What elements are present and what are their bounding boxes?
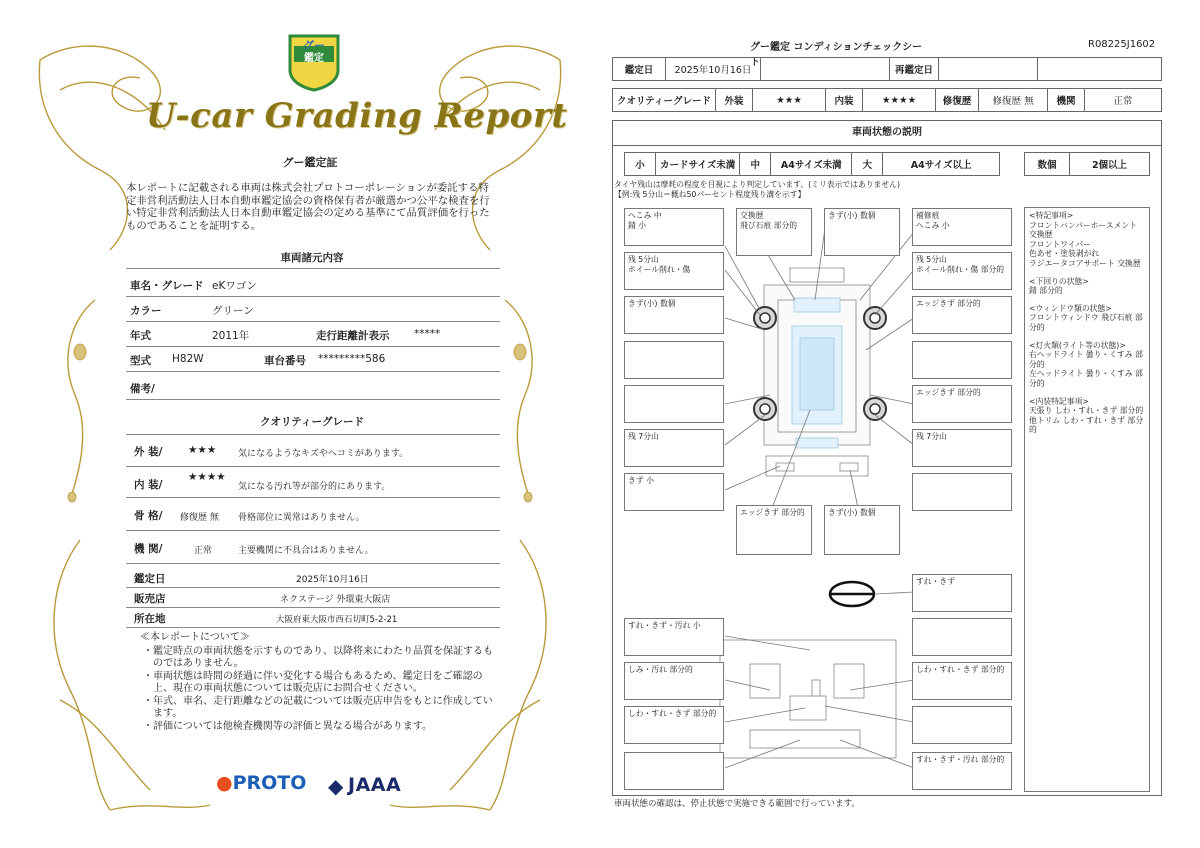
location-row: [126, 608, 500, 628]
redate-label: 再鑑定日: [890, 58, 939, 81]
condition-group: [1029, 397, 1145, 435]
mileage-value: *****: [414, 328, 441, 340]
spec-row-year: [126, 322, 500, 347]
damage-box: きず(小) 数個: [824, 208, 900, 256]
engine-value: 正常: [1085, 89, 1162, 112]
appraisal-date-row: [126, 567, 500, 588]
certificate-text: 本レポートに記載される車両は株式会社プロトコーポレーションが委託する特定非営利活動法人日本自動車鑑定協会の資格保有者が厳選かつ公平な検査を行い特定非営利活動法人日本自動車鑑定協会の定める基準にて品質評価を行ったものであることを証明する。: [126, 182, 490, 232]
shop-label: 販売店: [134, 593, 166, 605]
damage-box: [912, 706, 1012, 744]
damage-box: [624, 752, 724, 790]
note-item: ・評価については他検査機関等の評価と異なる場合があります。: [143, 720, 432, 732]
condition-line: ラジエータコアサポート 交換歴: [1029, 258, 1141, 268]
damage-box: すれ・きず: [912, 574, 1012, 612]
sheet-code: R08225J1602: [1088, 39, 1156, 50]
damage-box: [624, 341, 724, 379]
damage-box: 残 5分山 ホイール削れ・傷: [624, 252, 724, 290]
condition-group-title: <下回りの状態>: [1029, 276, 1089, 286]
quality-row-frame: [126, 502, 500, 531]
logos: [216, 770, 416, 800]
condition-line: フロントバンパーホースメント: [1029, 220, 1138, 230]
condition-line: 他トリム しわ・すれ・きず 部分的: [1029, 415, 1144, 435]
spec-row-color: [126, 297, 500, 322]
legend-medium: 中: [740, 153, 771, 176]
condition-line: フロントウィンドウ 飛び石痕 部分的: [1029, 313, 1143, 332]
grade-label: クオリティーグレード: [613, 89, 716, 112]
specs-title: 車両諸元内容: [280, 252, 344, 264]
condition-group-title: <ウィンドウ類の状態>: [1029, 303, 1112, 313]
tire-note-line: タイヤ残山は摩耗の程度を目視により判定しています。(ミリ表示ではありません): [614, 180, 900, 189]
condition-group-title: <内装特記事項>: [1029, 396, 1089, 406]
damage-box: 残 7分山: [912, 429, 1012, 467]
chassis-label: 車台番号: [264, 355, 306, 367]
damage-box: きず(小) 数個: [824, 505, 900, 555]
repair-label: 修復歴: [936, 89, 979, 112]
damage-box: [624, 385, 724, 423]
panel-title: 車両状態の説明: [613, 121, 1161, 146]
legend-small-desc: カードサイズ未満: [656, 153, 740, 176]
badge-bottom-text: 鑑定: [304, 53, 324, 64]
condition-line: 錆 部分的: [1029, 286, 1063, 296]
legend-large-desc: A4サイズ以上: [883, 153, 1000, 176]
name-label: 車名・グレード: [130, 280, 204, 292]
condition-line: 交換歴: [1029, 230, 1053, 240]
quality-row-exterior: [126, 438, 500, 467]
damage-box: すれ・きず・汚れ 小: [624, 618, 724, 656]
exterior-comment: 気になるようなキズやヘコミがあります。: [238, 449, 409, 459]
report-title: U-car Grading Report: [146, 96, 568, 136]
damage-box: [912, 341, 1012, 379]
damage-box: エッジきず 部分的: [912, 385, 1012, 423]
condition-group: [1029, 211, 1145, 269]
date-label: 鑑定日: [134, 573, 166, 585]
notes-title: ≪本レポートについて≫: [140, 632, 250, 643]
badge-top-text: グー: [303, 39, 325, 52]
tire-note-line: 【例:残 5分山＝概ね50パーセント程度残り溝を示す】: [614, 190, 806, 199]
spec-row-model: [126, 347, 500, 372]
quality-title: クオリティーグレード: [260, 416, 364, 428]
engine-label: 機関: [1048, 89, 1085, 112]
legend-small: 小: [625, 153, 656, 176]
condition-check-sheet: [600, 0, 1200, 848]
location-value: 大阪府東大阪市西石切町5-2-21: [276, 615, 398, 625]
damage-box: へこみ 中 錆 小: [624, 208, 724, 246]
quality-row-interior: [126, 469, 500, 498]
exterior-stars: ★★★: [188, 444, 217, 456]
condition-line: 天張り しわ・すれ・きず 部分的: [1029, 406, 1144, 416]
location-label: 所在地: [134, 613, 166, 625]
color-label: カラー: [130, 305, 162, 317]
condition-notes: [1024, 207, 1150, 792]
exterior-label: 外 装/: [134, 446, 163, 458]
certificate-title: グー鑑定証: [282, 156, 338, 169]
condition-line: 右ヘッドライト 曇り・くすみ 部分的: [1029, 350, 1143, 369]
chassis-value: *********586: [318, 353, 386, 365]
condition-group-title: <特記事項>: [1029, 211, 1074, 220]
quality-row-engine: [126, 535, 500, 564]
jaaa-emblem-icon: ◆: [328, 774, 344, 798]
sheet-title: グー鑑定 コンディションチェックシート: [750, 42, 923, 68]
condition-line: 色あせ・塗装剥がれ: [1029, 249, 1100, 259]
interior-label: 内装: [826, 89, 863, 112]
condition-group: [1029, 341, 1145, 389]
damage-box: 残 7分山: [624, 429, 724, 467]
condition-line: 左ヘッドライト 曇り・くすみ 部分的: [1029, 369, 1143, 388]
divider: [126, 268, 500, 269]
damage-box: しわ・すれ・きず 部分的: [912, 662, 1012, 700]
interior-stars: ★★★★: [188, 471, 226, 483]
damage-box: しわ・すれ・きず 部分的: [624, 706, 724, 744]
date-value: 2025年10月16日: [296, 575, 369, 585]
name-value: eKワゴン: [212, 280, 257, 292]
date-value: 2025年10月16日: [666, 58, 761, 81]
spec-row-remarks: [126, 375, 500, 400]
frame-comment: 骨格部位に異常はありません。: [238, 513, 365, 523]
condition-group: [1029, 277, 1145, 296]
damage-box: 残 5分山 ホイール削れ・傷 部分的: [912, 252, 1012, 290]
year-label: 年式: [130, 330, 151, 342]
interior-value: ★★★★: [863, 89, 936, 112]
condition-line: フロントワイパー: [1029, 239, 1091, 249]
model-value: H82W: [172, 353, 204, 365]
damage-box: エッジきず 部分的: [912, 296, 1012, 334]
engine-label: 機 関/: [134, 543, 163, 555]
spec-row-name: [126, 272, 500, 297]
note-item: ・車両状態は時間の経過に伴い変化する場合もあるため、鑑定日をご確認の上、現在の車両状態については販売店にお問合せください。: [143, 670, 483, 694]
legend-multi: 数個: [1025, 153, 1070, 176]
repair-value: 修復歴 無: [979, 89, 1048, 112]
exterior-value: ★★★: [753, 89, 826, 112]
shop-value: ネクステージ 外環東大阪店: [280, 595, 391, 605]
note-item: ・年式、車名、走行距離などの記載については販売店申告をもとに作成しています。: [143, 695, 493, 719]
damage-box: 交換歴 飛び石痕 部分的: [736, 208, 812, 256]
shop-row: [126, 588, 500, 608]
remarks-label: 備考/: [130, 383, 155, 395]
year-value: 2011年: [212, 330, 250, 342]
proto-logo: ●PROTO: [216, 772, 307, 794]
frame-label: 骨 格/: [134, 510, 163, 522]
damage-box: すれ・きず・汚れ 部分的: [912, 752, 1012, 790]
divider: [126, 434, 500, 435]
color-value: グリーン: [212, 305, 254, 317]
legend-medium-desc: A4サイズ未満: [771, 153, 852, 176]
damage-box: エッジきず 部分的: [736, 505, 812, 555]
engine-value: 正常: [194, 546, 213, 556]
legend-multi-desc: 2個以上: [1070, 153, 1150, 176]
sheet-footer: 車両状態の確認は、停止状態で実施できる範囲で行っています。: [614, 799, 860, 809]
damage-box: きず 小: [624, 473, 724, 511]
legend-large: 大: [852, 153, 883, 176]
damage-box: 補修痕 へこみ 小: [912, 208, 1012, 246]
frame-value: 修復歴 無: [180, 513, 219, 523]
damage-box: しみ・汚れ 部分的: [624, 662, 724, 700]
mileage-label: 走行距離計表示: [316, 330, 390, 342]
engine-comment: 主要機関に不具合はありません。: [238, 546, 374, 556]
report-notes: [140, 632, 496, 733]
damage-box: きず(小) 数個: [624, 296, 724, 334]
interior-label: 内 装/: [134, 479, 163, 491]
condition-group: [1029, 304, 1145, 333]
date-label: 鑑定日: [613, 58, 666, 81]
model-label: 型式: [130, 355, 151, 367]
exterior-label: 外装: [716, 89, 753, 112]
jaaa-logo: JAAA: [348, 774, 402, 796]
note-item: ・鑑定時点の車両状態を示すものであり、以降将来にわたり品質を保証するものではありません。: [143, 645, 493, 669]
interior-comment: 気になる汚れ等が部分的にあります。: [238, 482, 391, 492]
damage-box: [912, 473, 1012, 511]
condition-group-title: <灯火類(ライト等の状態)>: [1029, 340, 1126, 350]
damage-box: [912, 618, 1012, 656]
